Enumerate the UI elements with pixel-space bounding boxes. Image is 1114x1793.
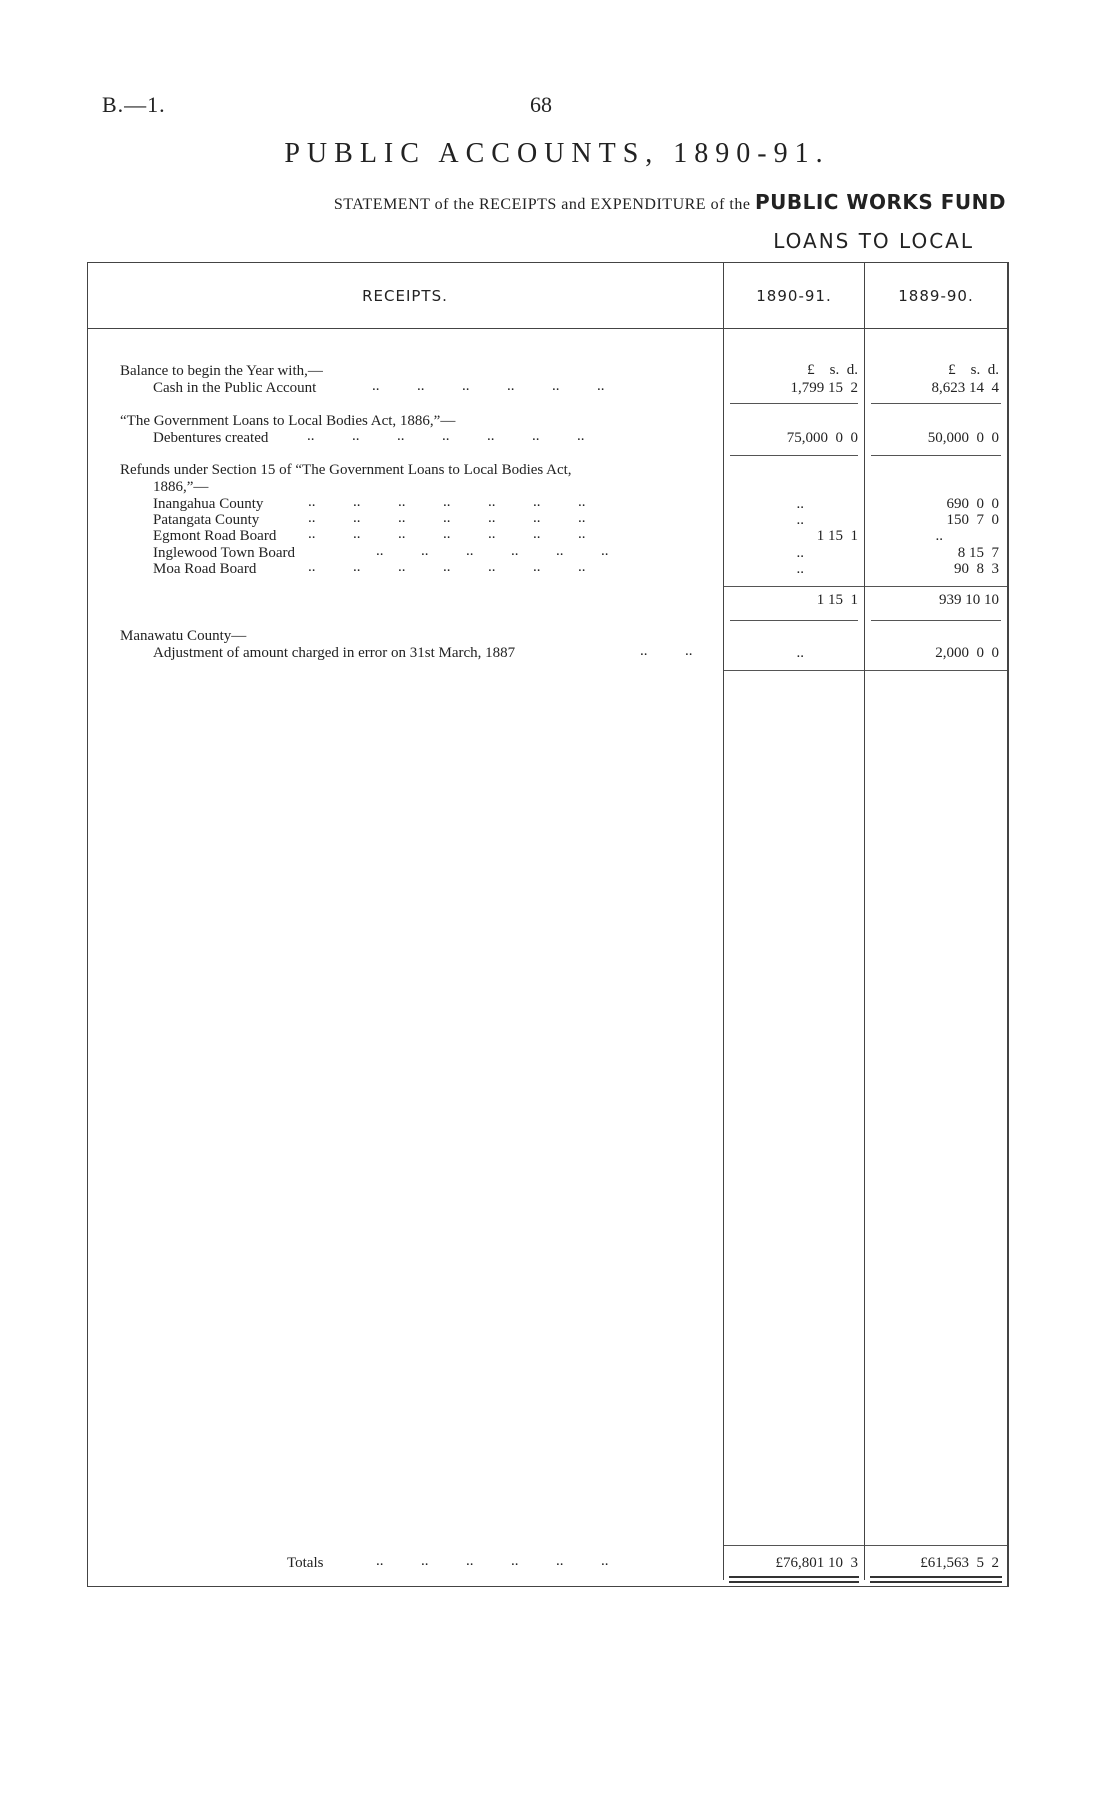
egmont-label: Egmont Road Board xyxy=(153,528,277,544)
statement-title xyxy=(200,190,1006,214)
debentures-label: Debentures created xyxy=(153,430,269,446)
moa-1890: .. xyxy=(796,561,804,577)
totals-1889: £61,563 5 2 xyxy=(920,1555,999,1571)
page-title: PUBLIC ACCOUNTS, 1890-91. xyxy=(284,138,830,169)
refunds-total-1889: 939 10 10 xyxy=(939,592,999,608)
rule xyxy=(730,620,858,621)
manawatu-1889: 2,000 0 0 xyxy=(935,645,999,661)
rule xyxy=(724,1545,864,1546)
cash-1890: 1,799 15 2 xyxy=(790,380,858,396)
inangahua-label: Inangahua County xyxy=(153,496,264,512)
document-code: B.—1. xyxy=(102,92,166,117)
leader-dots: .. .. .. .. .. .. .. xyxy=(308,510,586,526)
refunds-heading-line2: 1886,”— xyxy=(153,479,209,495)
leader-dots: .. .. .. .. .. .. .. xyxy=(308,494,586,510)
totals-1890: £76,801 10 3 xyxy=(775,1555,858,1571)
column-divider-1 xyxy=(723,262,724,1580)
rule xyxy=(724,670,864,671)
leader-dots: .. .. .. .. .. .. .. xyxy=(308,526,586,542)
table-bottom-rule xyxy=(87,1586,1008,1587)
debentures-1890: 75,000 0 0 xyxy=(786,430,858,446)
column-header-1890-91: 1890-91. xyxy=(756,287,832,305)
rule xyxy=(730,455,858,456)
refunds-total-1890: 1 15 1 xyxy=(816,592,858,608)
statement-fund: PUBLIC WORKS FUND xyxy=(754,190,1006,214)
rule xyxy=(871,403,1001,404)
manawatu-1890: .. xyxy=(796,645,804,661)
leader-dots: .. .. .. .. .. .. xyxy=(372,378,605,394)
table-frame xyxy=(87,262,1009,1587)
column-divider-2 xyxy=(864,262,865,1580)
leader-dots: .. .. .. .. .. .. xyxy=(376,543,609,559)
patangata-label: Patangata County xyxy=(153,512,260,528)
column-header-receipts: RECEIPTS. xyxy=(362,287,448,305)
leader-dots: .. .. xyxy=(640,643,693,659)
leader-dots: .. .. .. .. .. .. xyxy=(376,1553,609,1569)
rule xyxy=(865,670,1007,671)
totals-label: Totals xyxy=(287,1555,324,1571)
inglewood-1890: .. xyxy=(796,545,804,561)
leader-dots: .. .. .. .. .. .. .. xyxy=(308,559,586,575)
rule xyxy=(871,620,1001,621)
double-rule xyxy=(870,1576,1002,1583)
manawatu-label: Adjustment of amount charged in error on 31st March, 1887 xyxy=(153,645,516,661)
rule xyxy=(730,403,858,404)
egmont-1889: .. xyxy=(935,528,943,544)
page-number: 68 xyxy=(530,92,552,117)
balance-heading: Balance to begin the Year with,— xyxy=(120,363,323,379)
currency-units-1889: £ s. d. xyxy=(948,362,999,378)
statement-prefix: STATEMENT of the RECEIPTS and EXPENDITURE of the xyxy=(333,196,751,213)
patangata-1890: .. xyxy=(796,512,804,528)
column-divider-right xyxy=(1007,262,1008,1586)
inangahua-1889: 690 0 0 xyxy=(946,496,999,512)
cash-label: Cash in the Public Account xyxy=(153,380,317,396)
rule xyxy=(865,1545,1007,1546)
patangata-1889: 150 7 0 xyxy=(946,512,999,528)
moa-label: Moa Road Board xyxy=(153,561,257,577)
debentures-1889: 50,000 0 0 xyxy=(927,430,999,446)
leader-dots: .. .. .. .. .. .. .. xyxy=(307,428,585,444)
rule xyxy=(724,586,864,587)
inangahua-1890: .. xyxy=(796,496,804,512)
rule xyxy=(865,586,1007,587)
inglewood-1889: 8 15 7 xyxy=(957,545,999,561)
egmont-1890: 1 15 1 xyxy=(816,528,858,544)
double-rule xyxy=(729,1576,859,1583)
column-header-1889-90: 1889-90. xyxy=(898,287,974,305)
currency-units-1890: £ s. d. xyxy=(807,362,858,378)
rule xyxy=(871,455,1001,456)
statement-subtitle: LOANS TO LOCAL xyxy=(773,229,974,253)
refunds-heading-line1: Refunds under Section 15 of “The Government Loans to Local Bodies Act, xyxy=(120,462,572,478)
govt-act-heading: “The Government Loans to Local Bodies Act, 1886,”— xyxy=(120,413,456,429)
moa-1889: 90 8 3 xyxy=(954,561,999,577)
cash-1889: 8,623 14 4 xyxy=(931,380,999,396)
manawatu-heading: Manawatu County— xyxy=(120,628,247,644)
header-rule xyxy=(87,328,1008,329)
inglewood-label: Inglewood Town Board xyxy=(153,545,295,561)
